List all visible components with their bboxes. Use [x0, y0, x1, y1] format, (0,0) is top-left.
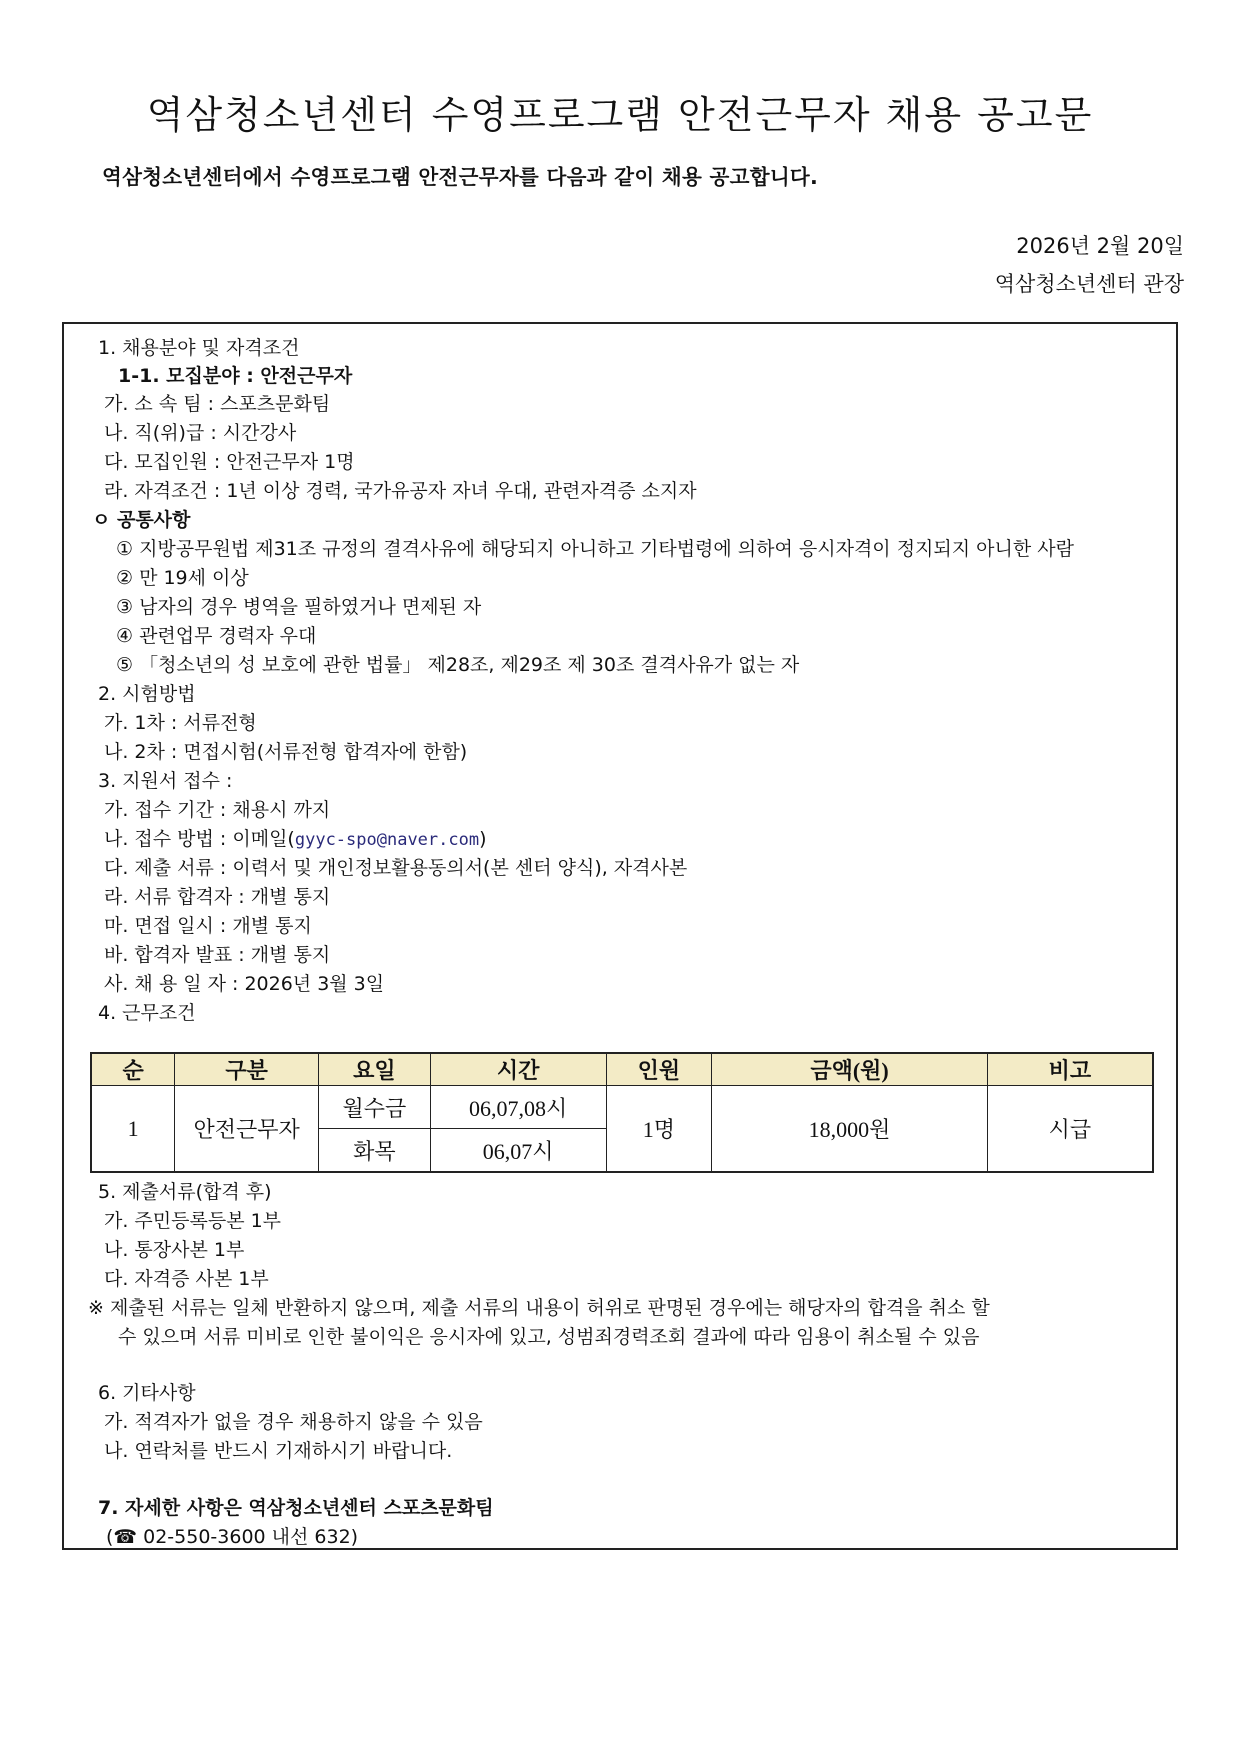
misc-item-2: 나. 연락처를 반드시 기재하시기 바랍니다. — [104, 1440, 453, 1462]
section-7-heading: 7. 자세한 사항은 역삼청소년센터 스포츠문화팀 — [98, 1497, 494, 1519]
section-6-heading: 6. 기타사항 — [98, 1382, 196, 1404]
cell-note: 시급 — [987, 1086, 1153, 1173]
cell-day-1: 월수금 — [319, 1086, 431, 1129]
email-link[interactable]: gyyc-spo@naver.com — [294, 830, 480, 850]
col-header-category: 구분 — [175, 1053, 319, 1086]
apply-documents: 다. 제출 서류 : 이력서 및 개인정보활용동의서(본 센터 양식), 자격사본 — [104, 857, 688, 879]
headcount-line: 다. 모집인원 : 안전근무자 1명 — [104, 451, 355, 473]
section-5-heading: 5. 제출서류(합격 후) — [98, 1181, 272, 1203]
cell-day-2: 화목 — [319, 1129, 431, 1173]
submit-doc-2: 나. 통장사본 1부 — [104, 1239, 245, 1261]
common-item-2: ② 만 19세 이상 — [116, 567, 249, 589]
qualification-line: 라. 자격조건 : 1년 이상 경력, 국가유공자 자녀 우대, 관련자격증 소지자 — [104, 480, 697, 502]
section-4-heading: 4. 근무조건 — [98, 1002, 196, 1024]
common-item-4: ④ 관련업무 경력자 우대 — [116, 625, 317, 647]
cell-time-1: 06,07,08시 — [430, 1086, 606, 1129]
submit-doc-3: 다. 자격증 사본 1부 — [104, 1268, 269, 1290]
position-line: 나. 직(위)급 : 시간강사 — [104, 422, 297, 444]
col-header-note: 비고 — [987, 1053, 1153, 1086]
interview-date: 마. 면접 일시 : 개별 통지 — [104, 915, 312, 937]
submit-doc-1: 가. 주민등록등본 1부 — [104, 1210, 282, 1232]
announcement-date: 2026년 2월 20일 — [1016, 234, 1184, 258]
cell-time-2: 06,07시 — [430, 1129, 606, 1173]
common-heading: ㅇ 공통사항 — [92, 509, 191, 531]
cell-amount: 18,000원 — [712, 1086, 987, 1173]
table-row — [91, 1086, 1153, 1129]
common-item-3: ③ 남자의 경우 병역을 필하였거나 면제된 자 — [116, 596, 482, 618]
col-header-amount: 금액(원) — [712, 1053, 987, 1086]
cell-people: 1명 — [606, 1086, 712, 1173]
cell-category: 안전근무자 — [175, 1086, 319, 1173]
section-3-heading: 3. 지원서 접수 : — [98, 770, 233, 792]
exam-step-2: 나. 2차 : 면접시험(서류전형 합격자에 한함) — [104, 741, 468, 763]
col-header-time: 시간 — [430, 1053, 606, 1086]
misc-item-1: 가. 적격자가 없을 경우 채용하지 않을 수 있음 — [104, 1411, 483, 1433]
table-header-row — [91, 1053, 1153, 1086]
common-item-5: ⑤ 「청소년의 성 보호에 관한 법률」 제28조, 제29조 제 30조 결격사유가 없는 자 — [116, 654, 800, 676]
notice-box — [62, 322, 1178, 1550]
hire-date: 사. 채 용 일 자 : 2026년 3월 3일 — [104, 973, 385, 995]
common-item-1: ① 지방공무원법 제31조 규정의 결격사유에 해당되지 아니하고 기타법령에 의하여 응시자격이 정지되지 아니한 사람 — [116, 538, 1074, 560]
apply-period: 가. 접수 기간 : 채용시 까지 — [104, 799, 331, 821]
section-2-heading: 2. 시험방법 — [98, 683, 196, 705]
team-line: 가. 소 속 팀 : 스포츠문화팀 — [104, 393, 331, 415]
recruit-field: 1-1. 모집분야 : 안전근무자 — [118, 365, 353, 387]
page-title: 역삼청소년센터 수영프로그램 안전근무자 채용 공고문 — [146, 93, 1094, 137]
intro-text: 역삼청소년센터에서 수영프로그램 안전근무자를 다음과 같이 채용 공고합니다. — [102, 165, 819, 189]
col-header-no: 순 — [91, 1053, 175, 1086]
submit-note-line-1: ※ 제출된 서류는 일체 반환하지 않으며, 제출 서류의 내용이 허위로 판명된 경우에는 해당자의 합격을 취소 할 — [88, 1297, 990, 1319]
exam-step-1: 가. 1차 : 서류전형 — [104, 712, 257, 734]
work-conditions-table — [90, 1052, 1154, 1173]
submit-note-line-2: 수 있으며 서류 미비로 인한 불이익은 응시자에 있고, 성범죄경력조회 결과에 따라 임용이 취소될 수 있음 — [118, 1326, 980, 1348]
apply-method-close: ) — [479, 828, 487, 850]
section-1-heading: 1. 채용분야 및 자격조건 — [98, 337, 300, 359]
col-header-people: 인원 — [606, 1053, 712, 1086]
apply-method-label: 나. 접수 방법 : 이메일( — [104, 828, 295, 850]
cell-no: 1 — [91, 1086, 175, 1173]
apply-method — [104, 827, 487, 852]
issuer: 역삼청소년센터 관장 — [994, 272, 1184, 296]
contact-phone: (☎ 02-550-3600 내선 632) — [106, 1526, 359, 1548]
document-pass-notice: 라. 서류 합격자 : 개별 통지 — [104, 886, 331, 908]
result-announcement: 바. 합격자 발표 : 개별 통지 — [104, 944, 331, 966]
col-header-day: 요일 — [319, 1053, 431, 1086]
